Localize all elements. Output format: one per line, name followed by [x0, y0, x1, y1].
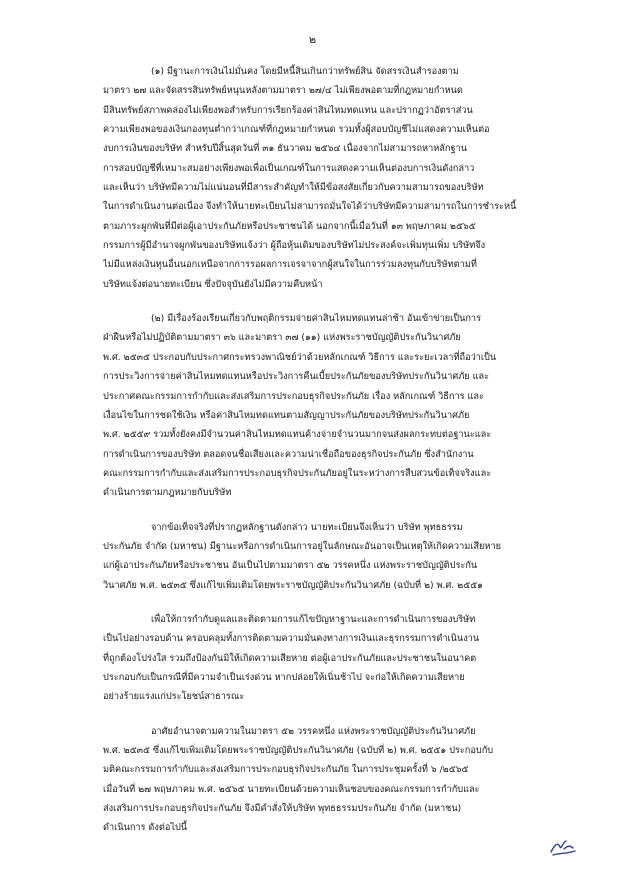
text-line: การประวิงการจ่ายค่าสินไหมทดแทนหรือประวิงการคืนเบี้ยประกันภัยของบริษัทประกันวินาศภัย และ	[103, 371, 490, 383]
text-line: อย่างร้ายแรงแก่ประโยชน์สาธารณะ	[103, 691, 245, 703]
text-line: พ.ศ. ๒๕๓๕ ประกอบกับประกาศกระทรวงพาณิชย์ว่าด้วยหลักเกณฑ์ วิธีการ และระยะเวลาที่ถือว่าเป็น	[103, 351, 497, 363]
text-line: เมื่อวันที่ ๒๗ พฤษภาคม พ.ศ. ๒๕๖๕ นายทะเบียนด้วยความเห็นชอบของคณะกรรมการกำกับและ	[103, 783, 480, 795]
text-line: กรรมการผู้มีอำนาจผูกพันของบริษัทแจ้งว่า ผู้ถือหุ้นเดิมของบริษัทไม่ประสงค์จะเพิ่มทุนเพิ่ม บริษัทจึง	[103, 240, 486, 252]
text-line: มีสินทรัพย์สภาพคล่องไม่เพียงพอสำหรับการเรียกร้องค่าสินไหมทดแทน และปรากฏว่าอัตราส่วน	[103, 104, 473, 116]
paragraph-2	[103, 309, 543, 502]
paragraph-5	[103, 722, 543, 838]
text-line: อาศัยอำนาจตามความในมาตรา ๕๒ วรรคหนึ่ง แห่งพระราชบัญญัติประกันวินาศภัย	[151, 725, 476, 737]
page-number: ๒	[308, 33, 317, 46]
text-line: มาตรา ๒๗ และจัดสรรสินทรัพย์หนุนหลังตามมาตรา ๒๗/๔ ไม่เพียงพอตามที่กฎหมายกำหนด	[103, 85, 463, 97]
text-line: งบการเงินของบริษัท สำหรับปีสิ้นสุดวันที่ ๓๑ ธันวาคม ๒๕๖๔ เนื่องจากไม่สามารถหาหลักฐาน	[103, 143, 468, 155]
text-line: ที่ถูกต้องโปร่งใส รวมถึงป้องกันมิให้เกิดความเสียหาย ต่อผู้เอาประกันภัยและประชาชนในอนาคต	[103, 652, 477, 664]
text-line: (๒) มีเรื่องร้องเรียนเกี่ยวกับพฤติกรรมจ่ายค่าสินไหมทดแทนล่าช้า อันเข้าข่ายเป็นการ	[151, 313, 482, 325]
text-line: ดำเนินการตามกฎหมายกับบริษัท	[103, 487, 232, 499]
text-line: และเห็นว่า บริษัทมีความไม่แน่นอนที่มีสาระสำคัญทำให้มีข้อสงสัยเกี่ยวกับความสามารถของบริษัท	[103, 182, 484, 194]
text-line: ส่งเสริมการประกอบธุรกิจประกันภัย จึงมีคำสั่งให้บริษัท พุทธธรรมประกันภัย จำกัด (มหาชน)	[103, 803, 462, 815]
paragraph-3	[103, 518, 543, 595]
initials-signature	[548, 836, 578, 858]
text-line: ประกันภัย จำกัด (มหาชน) มีฐานะหรือการดำเนินการอยู่ในลักษณะอันอาจเป็นเหตุให้เกิดความเสียหาย	[103, 540, 502, 552]
text-line: ประกอบกับเป็นกรณีที่มีความจำเป็นเร่งด่วน หากปล่อยให้เนิ่นช้าไป จะก่อให้เกิดความเสียหาย	[103, 671, 465, 683]
text-line: ดำเนินการ ดังต่อไปนี้	[103, 822, 188, 834]
paragraph-4	[103, 610, 543, 707]
paragraph-1	[103, 62, 543, 294]
document-body	[103, 62, 543, 853]
text-line: แก่ผู้เอาประกันภัยหรือประชาชน อันเป็นไปตามมาตรา ๕๒ วรรคหนึ่ง แห่งพระราชบัญญัติประกัน	[103, 560, 478, 572]
text-line: การดำเนินการของบริษัท ตลอดจนชื่อเสียงและความน่าเชื่อถือของธุรกิจประกันภัย ซึ่งสำนักงาน	[103, 448, 474, 460]
text-line: ไม่มีแหล่งเงินทุนอื่นนอกเหนือจากการรอผลการเจรจาจากผู้สนใจในการร่วมลงทุนกับบริษัทตามที่	[103, 259, 477, 271]
text-line: ในการดำเนินงานต่อเนื่อง จึงทำให้นายทะเบียนไม่สามารถมั่นใจได้ว่าบริษัทมีความสามารถในการชำระหนี้	[103, 201, 517, 213]
text-line: เป็นไปอย่างรอบด้าน ครอบคลุมทั้งการติดตามความมั่นคงทางการเงินและธุรกรรมการดำเนินงาน	[103, 633, 480, 645]
text-line: ตามภาระผูกพันที่มีต่อผู้เอาประกันภัยหรือประชาชนได้ นอกจากนี้เมื่อวันที่ ๑๓ พฤษภาคม ๒๕๖๕	[103, 220, 476, 232]
text-line: วินาศภัย พ.ศ. ๒๕๓๕ ซึ่งแก้ไขเพิ่มเติมโดยพระราชบัญญัติประกันวินาศภัย (ฉบับที่ ๒) พ.ศ. ๒๕๕๑	[103, 579, 483, 591]
text-line: บริษัทแจ้งต่อนายทะเบียน ซึ่งปัจจุบันยังไม่มีความคืบหน้า	[103, 278, 323, 290]
text-line: พ.ศ. ๒๕๓๕ ซึ่งแก้ไขเพิ่มเติมโดยพระราชบัญญัติประกันวินาศภัย (ฉบับที่ ๒) พ.ศ. ๒๕๕๑ ประกอบกับ	[103, 745, 494, 756]
text-line: จากข้อเท็จจริงที่ปรากฏหลักฐานดังกล่าว นายทะเบียนจึงเห็นว่า บริษัท พุทธธรรม	[151, 521, 463, 533]
text-line: การสอบบัญชีที่เหมาะสมอย่างเพียงพอเพื่อเป็นเกณฑ์ในการแสดงความเห็นต่องบการเงินดังกล่าว	[103, 162, 475, 174]
text-line: ความเพียงพอของเงินกองทุนต่ำกว่าเกณฑ์ที่กฎหมายกำหนด รวมทั้งผู้สอบบัญชีไม่แสดงความเห็นต่อ	[103, 124, 490, 136]
text-line: เงื่อนไขในการชดใช้เงิน หรือค่าสินไหมทดแทนตามสัญญาประกันภัยของบริษัทประกันวินาศภัย	[103, 409, 470, 421]
text-line: เพื่อให้การกำกับดูแลและติดตามการแก้ไขปัญหาฐานะและการดำเนินการของบริษัท	[151, 613, 476, 625]
text-line: ประกาศคณะกรรมการกำกับและส่งเสริมการประกอบธุรกิจประกันภัย เรื่อง หลักเกณฑ์ วิธีการ และ	[103, 390, 484, 402]
text-line: พ.ศ. ๒๕๕๙ รวมทั้งยังคงมีจำนวนค่าสินไหมทดแทนค้างจ่ายจำนวนมากจนส่งผลกระทบต่อฐานะและ	[103, 429, 492, 441]
text-line: คณะกรรมการกำกับและส่งเสริมการประกอบธุรกิจประกันภัยอยู่ในระหว่างการสืบสวนข้อเท็จจริงและ	[103, 467, 492, 479]
text-line: (๑) มีฐานะการเงินไม่มั่นคง โดยมีหนี้สินเกินกว่าทรัพย์สิน จัดสรรเงินสำรองตาม	[151, 66, 459, 77]
text-line: ฝ่าฝืนหรือไม่ปฏิบัติตามมาตรา ๓๖ และมาตรา ๓๗ (๑๑) แห่งพระราชบัญญัติประกันวินาศภัย	[103, 332, 461, 344]
text-line: มติคณะกรรมการกำกับและส่งเสริมการประกอบธุรกิจประกันภัย ในการประชุมครั้งที่ ๖ /๒๕๖๕	[103, 764, 469, 776]
